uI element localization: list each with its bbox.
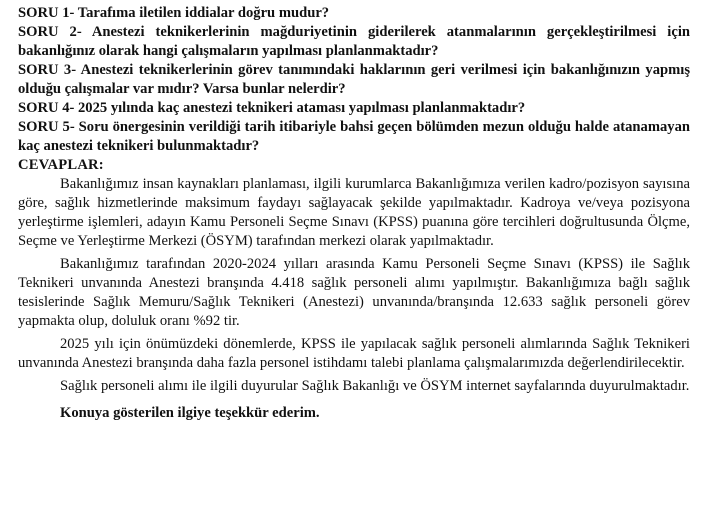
answer-paragraph-4: Sağlık personeli alımı ile ilgili duyurular Sağlık Bakanlığı ve ÖSYM internet sayfalarında duyurulmaktadır. — [60, 378, 690, 394]
question-1: SORU 1- Tarafıma iletilen iddialar doğru mudur? — [18, 5, 330, 21]
answers-heading: CEVAPLAR: — [18, 157, 104, 173]
document-page — [18, 4, 690, 423]
answer-paragraph-1: Bakanlığımız insan kaynakları planlaması, ilgili kurumlarca Bakanlığımıza verilen kadro/pozisyon sayısına göre, sağlık hizmetlerinde maksimum faydayı sağlayacak şekilde yapılmaktadır. Kadroya ve/veya pozisyona yerleştirme işlemleri, adayın Kamu Personeli Seçme Sınavı (KPSS) puanına göre tercihleri doğrultusunda Ölçme, Seçme ve Yerleştirme Merkezi (ÖSYM) tarafından merkezi olarak yapılmaktadır. — [18, 176, 690, 249]
question-3: SORU 3- Anestezi teknikerlerinin görev tanımındaki haklarının geri verilmesi için bakanlığınızın yapmış olduğu çalışmalar var mıdır? Varsa bunlar nelerdir? — [18, 62, 690, 97]
answer-paragraph-2: Bakanlığımız tarafından 2020-2024 yılları arasında Kamu Personeli Seçme Sınavı (KPSS) ile Sağlık Teknikeri unvanında Anestezi branşında 4.418 sağlık personeli alımı yapılmıştır. Bakanlığımıza bağlı sağlık tesislerinde Sağlık Memuru/Sağlık Teknikeri (Anestezi) unvanında/branşında 12.633 sağlık personeli görev yapmakta olup, doluluk oranı %92 tir. — [18, 256, 690, 329]
closing-statement: Konuya gösterilen ilgiye teşekkür ederim. — [60, 405, 320, 421]
question-5: SORU 5- Soru önergesinin verildiği tarih itibariyle bahsi geçen bölümden mezun olduğu halde atanamayan kaç anestezi teknikeri bulunmaktadır? — [18, 119, 690, 154]
answer-paragraph-3: 2025 yılı için önümüzdeki dönemlerde, KPSS ile yapılacak sağlık personeli alımlarında Sağlık Teknikeri unvanında Anestezi branşında daha fazla personel istihdamı talebi planlama çalışmalarımızda değerlendirilecektir. — [18, 336, 690, 371]
question-2: SORU 2- Anestezi teknikerlerinin mağduriyetinin giderilerek atanmalarının gerçekleştirilmesi için bakanlığınız olarak hangi çalışmaların yapılması planlanmaktadır? — [18, 24, 690, 59]
question-4: SORU 4- 2025 yılında kaç anestezi teknikeri ataması yapılması planlanmaktadır? — [18, 100, 526, 116]
